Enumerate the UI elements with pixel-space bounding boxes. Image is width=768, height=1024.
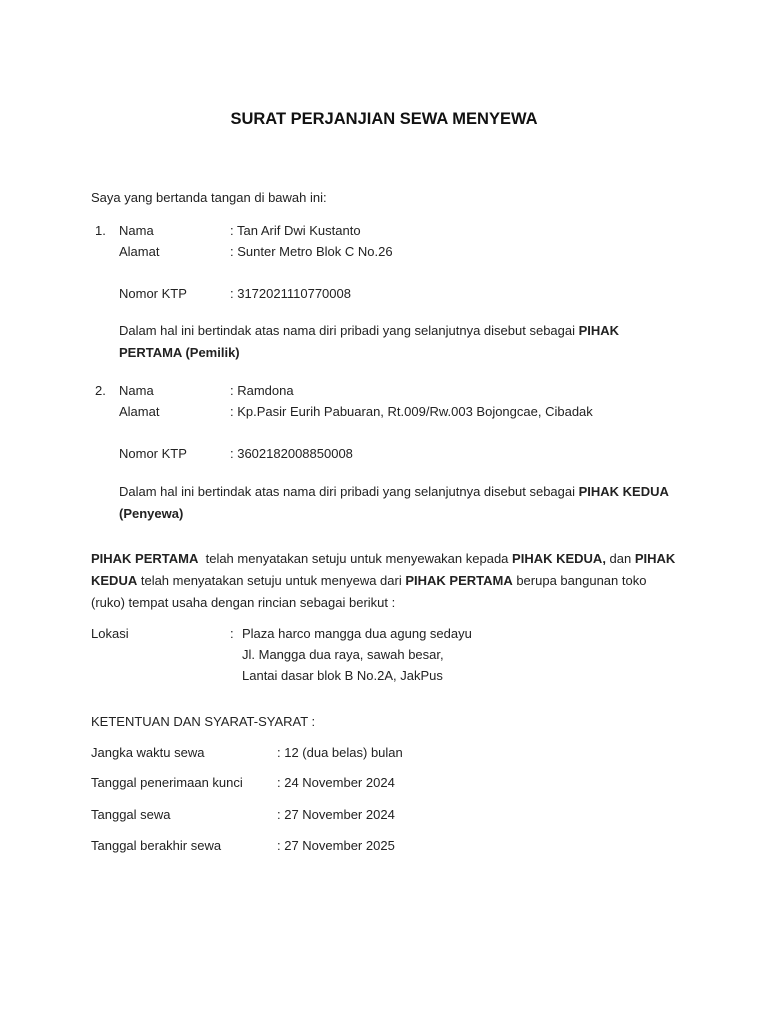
agreement-text: telah menyatakan setuju untuk menyewakan kepada	[198, 551, 513, 566]
location-label: Lokasi	[91, 626, 129, 641]
agreement-text: berupa bangunan toko	[512, 573, 647, 588]
party-two-number: 2.	[95, 383, 106, 398]
party-two-ktp-label: Nomor KTP	[119, 446, 187, 461]
term-label: Tanggal penerimaan kunci	[91, 775, 243, 790]
party-one-address-label: Alamat	[119, 244, 160, 259]
agreement-bold-text: PIHAK KEDUA,	[512, 551, 606, 566]
party-two-address-label: Alamat	[119, 404, 160, 419]
party-two-ktp-value: : 3602182008850008	[230, 446, 353, 461]
agreement-line2	[91, 573, 646, 588]
agreement-line1	[91, 551, 675, 566]
party-two-statement-line1	[119, 484, 669, 499]
agreement-bold-text: PIHAK PERTAMA	[405, 573, 513, 588]
party-one-number: 1.	[95, 223, 106, 238]
term-label: Tanggal sewa	[91, 807, 171, 822]
party-two-address-value: : Kp.Pasir Eurih Pabuaran, Rt.009/Rw.003 Bojongcae, Cibadak	[230, 404, 593, 419]
terms-heading: KETENTUAN DAN SYARAT-SYARAT :	[91, 714, 316, 729]
party-two-statement-text: Dalam hal ini bertindak atas nama diri pribadi yang selanjutnya disebut sebagai	[119, 484, 579, 499]
party-two-statement-bold: PIHAK KEDUA	[578, 484, 669, 499]
party-one-statement-bold: PIHAK	[578, 323, 620, 338]
term-value: : 12 (dua belas) bulan	[277, 745, 403, 760]
party-one-statement-line1	[119, 323, 619, 338]
party-one-name-label: Nama	[119, 223, 154, 238]
party-two-name-label: Nama	[119, 383, 154, 398]
agreement-bold-text: PIHAK	[634, 551, 676, 566]
term-value: : 27 November 2025	[277, 838, 395, 853]
party-one-name-value: : Tan Arif Dwi Kustanto	[230, 223, 361, 238]
term-value: : 27 November 2024	[277, 807, 395, 822]
location-line2: Jl. Mangga dua raya, sawah besar,	[242, 647, 444, 662]
party-one-ktp-label: Nomor KTP	[119, 286, 187, 301]
agreement-bold-text: KEDUA	[91, 573, 138, 588]
intro-text: Saya yang bertanda tangan di bawah ini:	[91, 190, 327, 205]
location-line1: Plaza harco mangga dua agung sedayu	[242, 626, 472, 641]
party-two-statement-line2: (Penyewa)	[119, 506, 184, 521]
party-two-name-value: : Ramdona	[230, 383, 294, 398]
party-one-ktp-value: : 3172021110770008	[230, 286, 351, 301]
agreement-bold-text: PIHAK PERTAMA	[91, 551, 199, 566]
agreement-text: dan	[605, 551, 635, 566]
agreement-text: telah menyatakan setuju untuk menyewa dari	[137, 573, 406, 588]
location-line3: Lantai dasar blok B No.2A, JakPus	[242, 668, 443, 683]
party-one-statement-line2: PERTAMA (Pemilik)	[119, 345, 240, 360]
party-one-address-value: : Sunter Metro Blok C No.26	[230, 244, 393, 259]
term-label: Tanggal berakhir sewa	[91, 838, 222, 853]
agreement-line3: (ruko) tempat usaha dengan rincian sebagai berikut :	[91, 595, 396, 610]
location-colon: :	[230, 626, 234, 641]
term-value: : 24 November 2024	[277, 775, 395, 790]
term-label: Jangka waktu sewa	[91, 745, 205, 760]
document-title: SURAT PERJANJIAN SEWA MENYEWA	[230, 110, 538, 128]
party-one-statement-text: Dalam hal ini bertindak atas nama diri pribadi yang selanjutnya disebut sebagai	[119, 323, 579, 338]
